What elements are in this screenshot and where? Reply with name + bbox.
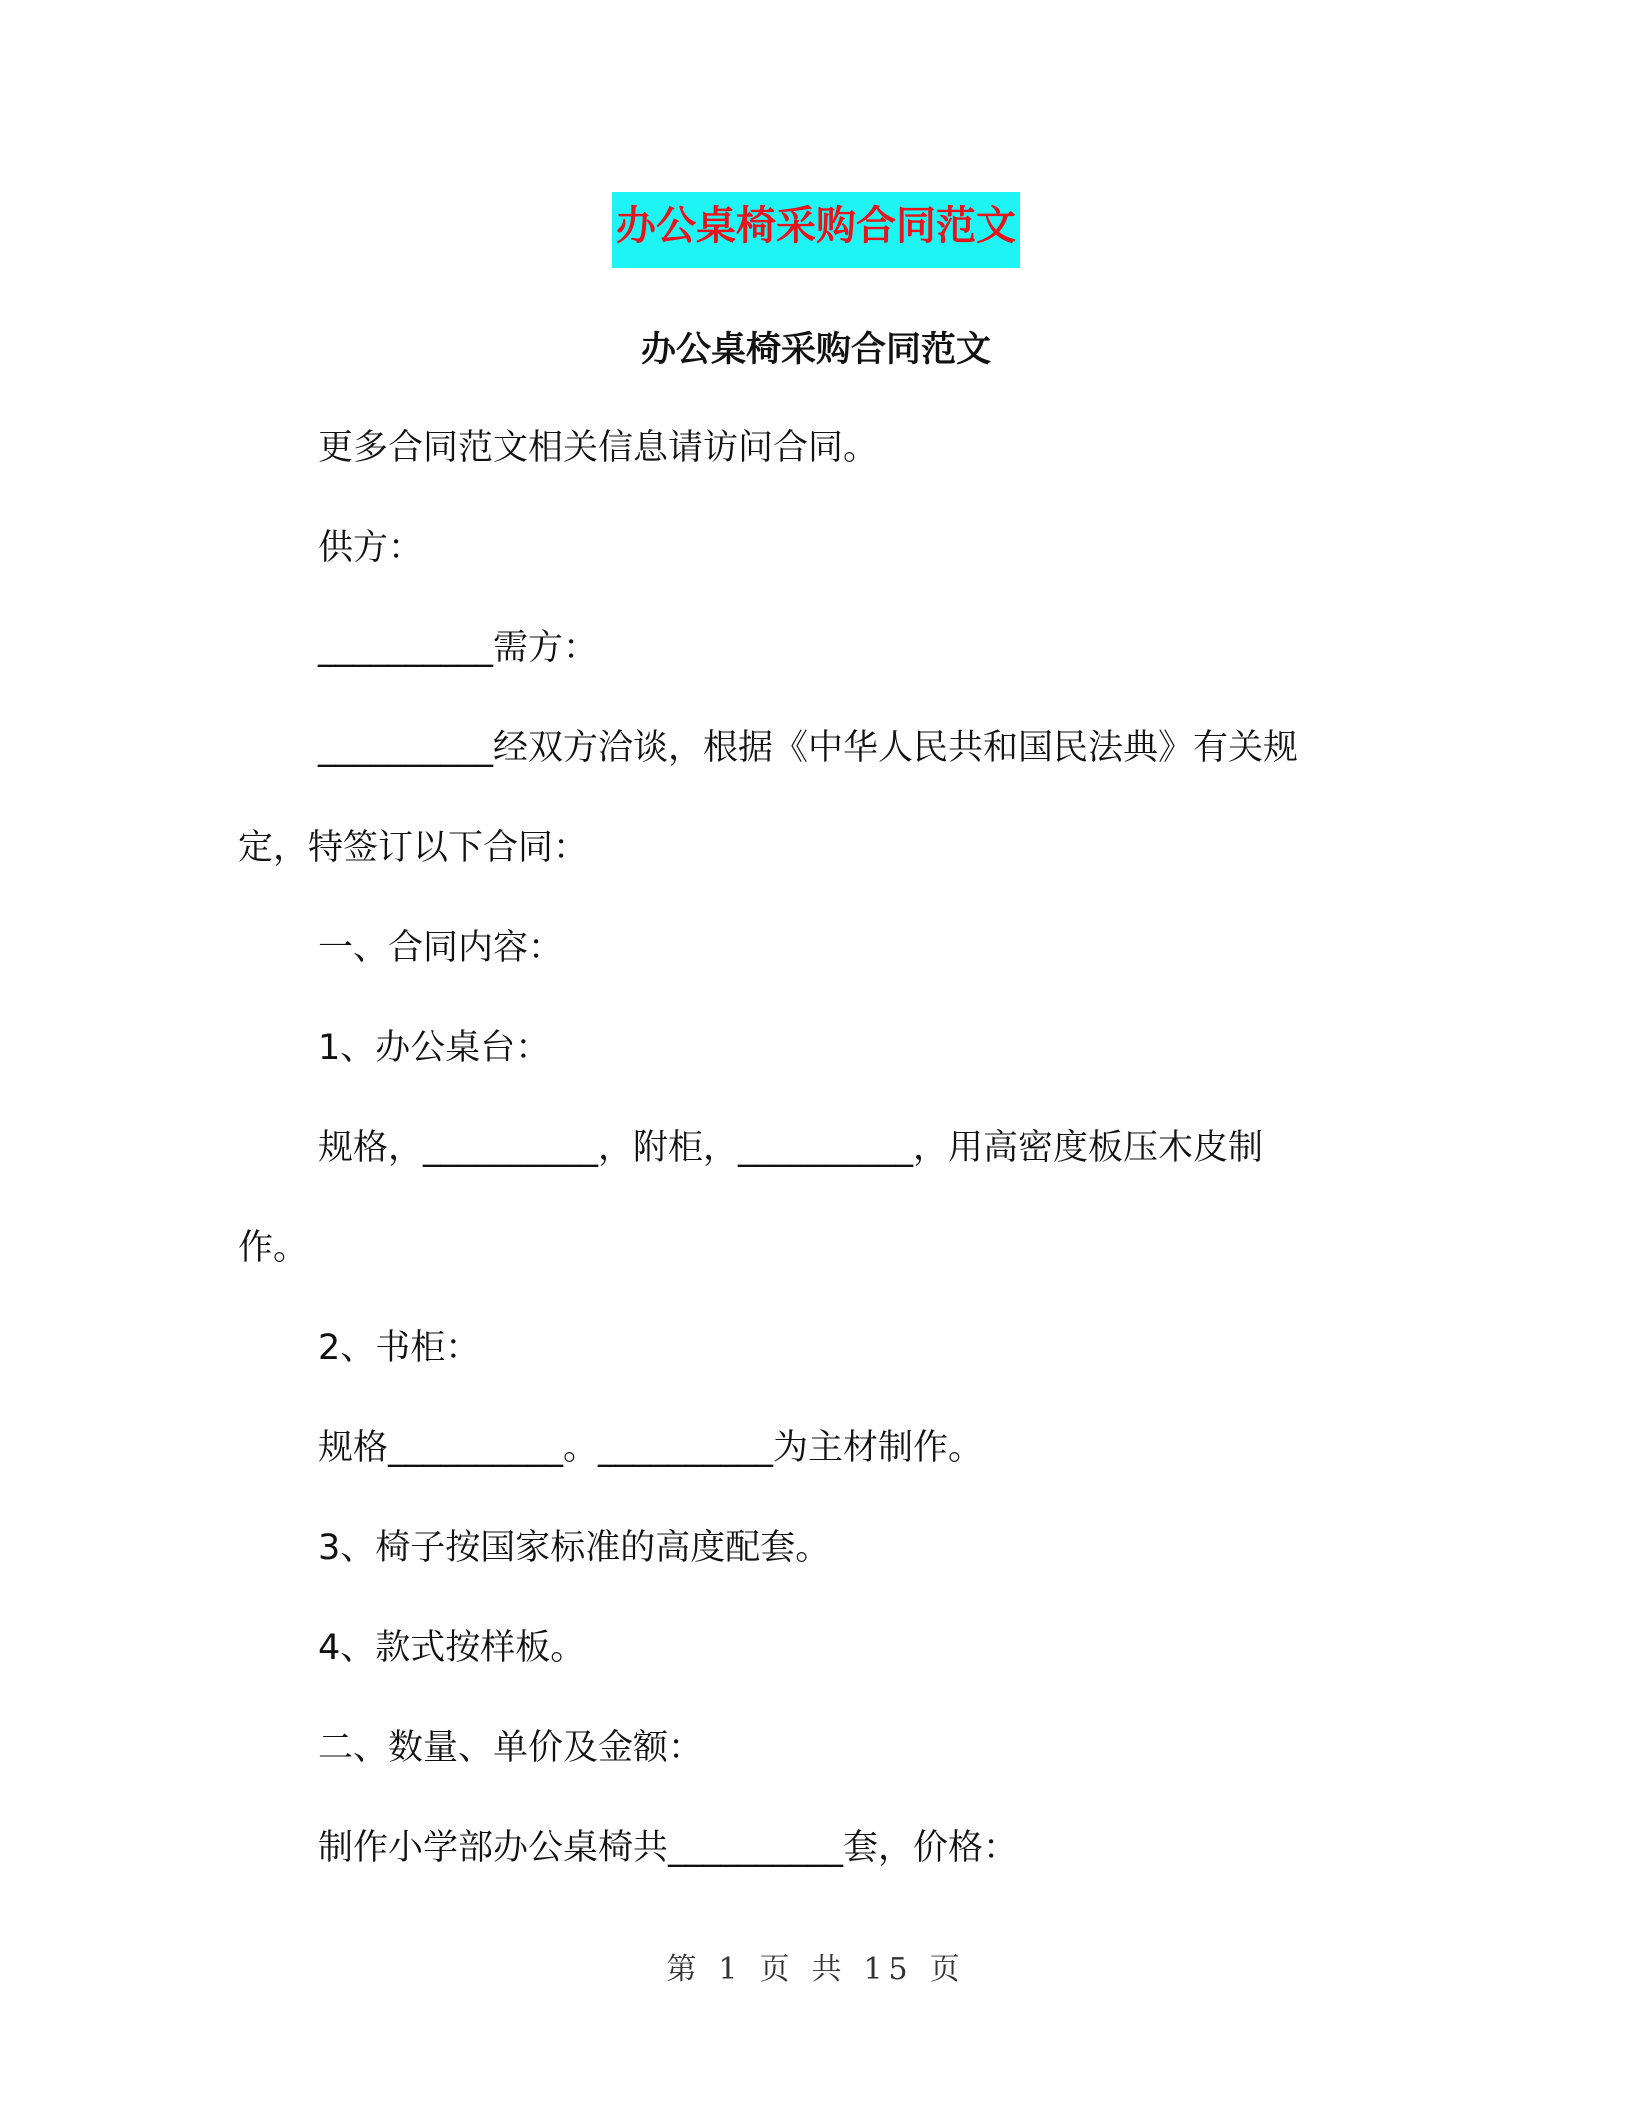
section-heading: 二、数量、单价及金额： xyxy=(318,1728,704,1768)
paragraph-line: 2、书柜： xyxy=(318,1328,481,1368)
page-footer xyxy=(0,1948,1632,1992)
paragraph-line: 定，特签订以下合同： xyxy=(238,828,589,868)
section-heading: 一、合同内容： xyxy=(318,928,564,968)
total-pages: 15 xyxy=(863,1952,914,1987)
paragraph-line: __________需方： xyxy=(318,628,599,668)
footer-middle: 页 xyxy=(759,1952,796,1987)
document-title: 办公桌椅采购合同范文 xyxy=(612,192,1020,268)
title-container xyxy=(0,192,1632,268)
paragraph-line: 作。 xyxy=(238,1228,309,1268)
paragraph-line: 制作小学部办公桌椅共__________套，价格： xyxy=(318,1828,1019,1868)
document-subtitle: 办公桌椅采购合同范文 xyxy=(640,330,991,370)
paragraph-line: 3、椅子按国家标准的高度配套。 xyxy=(318,1528,831,1568)
paragraph-line: __________经双方洽谈，根据《中华人民共和国民法典》有关规 xyxy=(318,728,1299,768)
page-number: 1 xyxy=(718,1952,744,1987)
paragraph-line: 4、款式按样板。 xyxy=(318,1628,586,1668)
paragraph-line: 规格，__________，附柜，__________，用高密度板压木皮制 xyxy=(318,1128,1264,1168)
paragraph-line: 规格__________。__________为主材制作。 xyxy=(318,1428,984,1468)
footer-suffix: 页 xyxy=(929,1952,966,1987)
paragraph-line: 更多合同范文相关信息请访问合同。 xyxy=(318,428,879,468)
footer-prefix: 第 xyxy=(666,1952,703,1987)
footer-total-label: 共 xyxy=(811,1952,848,1987)
paragraph-line: 1、办公桌台： xyxy=(318,1028,551,1068)
paragraph-line: 供方： xyxy=(318,528,424,568)
